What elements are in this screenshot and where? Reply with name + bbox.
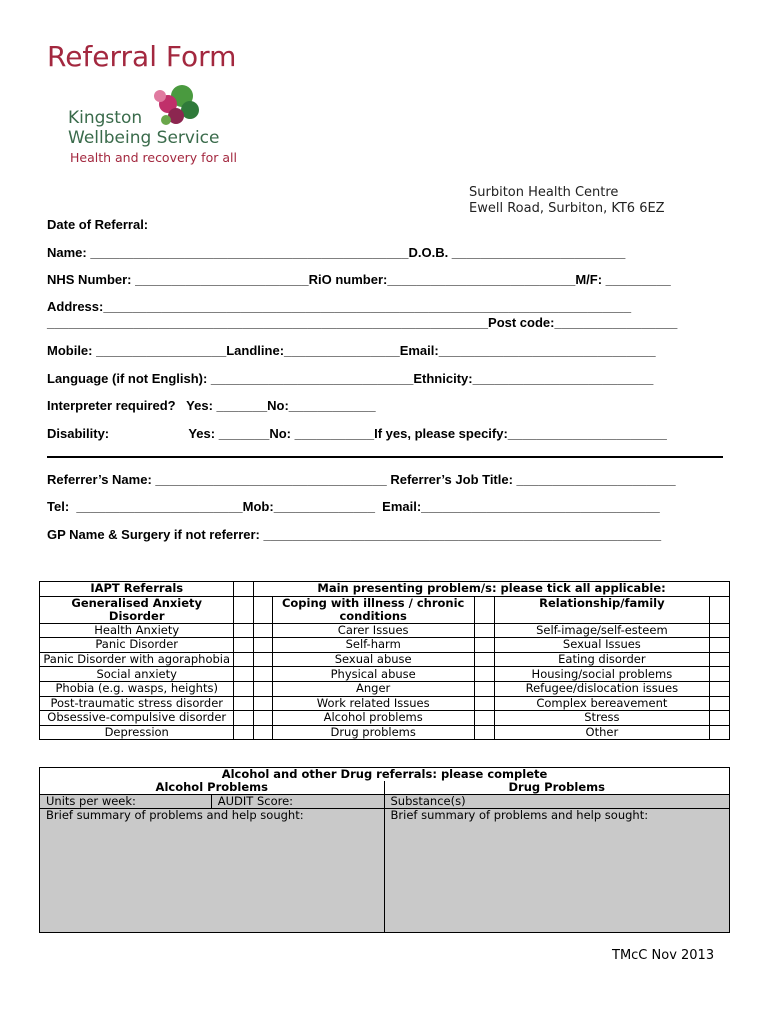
tick-box[interactable] — [474, 681, 494, 696]
logo-tagline: Health and recovery for all — [70, 150, 237, 165]
table-row — [40, 696, 730, 711]
tick-box[interactable] — [234, 696, 254, 711]
tick-box[interactable] — [474, 623, 494, 638]
section-divider — [47, 456, 723, 458]
iapt-condition: Social anxiety — [40, 667, 234, 682]
tick-box[interactable] — [474, 652, 494, 667]
relationship-condition: Stress — [494, 711, 710, 726]
alcohol-header: Alcohol Problems — [40, 781, 385, 795]
coping-condition: Drug problems — [272, 725, 474, 740]
tick-box[interactable] — [710, 696, 730, 711]
iapt-condition: Panic Disorder — [40, 638, 234, 653]
tel-mob-email-field[interactable]: Tel: _______________________Mob:______________ Email:_________________________________ — [47, 499, 660, 514]
logo — [64, 82, 264, 172]
mobile-landline-email-field[interactable]: Mobile: __________________Landline:________________Email:______________________________ — [47, 343, 656, 358]
tick-box[interactable] — [710, 725, 730, 740]
table-row — [40, 638, 730, 653]
iapt-condition: Panic Disorder with agoraphobia — [40, 652, 234, 667]
tick-box[interactable] — [474, 638, 494, 653]
coping-condition: Work related Issues — [272, 696, 474, 711]
tick-box[interactable] — [234, 681, 254, 696]
relationship-condition: Self-image/self-esteem — [494, 623, 710, 638]
coping-condition: Carer Issues — [272, 623, 474, 638]
relationship-condition: Sexual Issues — [494, 638, 710, 653]
coping-condition: Self-harm — [272, 638, 474, 653]
table-row — [40, 623, 730, 638]
address-field[interactable]: Address:_________________________________________________________________________ — [47, 299, 632, 314]
tick-box[interactable] — [710, 652, 730, 667]
flower-logo-icon — [146, 82, 206, 132]
iapt-condition: Health Anxiety — [40, 623, 234, 638]
address-line-2: Ewell Road, Surbiton, KT6 6EZ — [469, 201, 665, 216]
logo-line-1: Kingston — [68, 108, 143, 128]
iapt-referrals-table — [39, 581, 730, 740]
coping-condition: Alcohol problems — [272, 711, 474, 726]
drug-summary-field[interactable]: Brief summary of problems and help sought: — [384, 809, 730, 933]
relationship-condition: Other — [494, 725, 710, 740]
iapt-condition: Post-traumatic stress disorder — [40, 696, 234, 711]
spacer-cell — [254, 711, 272, 726]
tick-box[interactable] — [710, 667, 730, 682]
tick-box[interactable] — [474, 667, 494, 682]
relationship-header: Relationship/family — [494, 596, 710, 623]
clinic-address — [469, 185, 665, 217]
coping-condition: Anger — [272, 681, 474, 696]
tick-box[interactable] — [710, 681, 730, 696]
tick-box[interactable] — [234, 652, 254, 667]
tick-box[interactable] — [474, 711, 494, 726]
table-row — [40, 711, 730, 726]
tick-box[interactable] — [234, 667, 254, 682]
tick-box[interactable] — [234, 623, 254, 638]
relationship-condition: Housing/social problems — [494, 667, 710, 682]
spacer-cell — [254, 725, 272, 740]
drug-referrals-table — [39, 767, 730, 933]
table-row — [40, 667, 730, 682]
spacer-cell — [254, 681, 272, 696]
tick-box[interactable] — [474, 696, 494, 711]
disability-field[interactable]: Disability: Yes: _______No: ___________If yes, please specify:______________________ — [47, 426, 667, 441]
table-row — [40, 681, 730, 696]
alcohol-summary-field[interactable]: Brief summary of problems and help sought: — [40, 809, 385, 933]
postcode-field[interactable]: _____________________________________________________________Post code:_________________ — [47, 315, 678, 330]
spacer-cell — [254, 638, 272, 653]
table-row — [40, 725, 730, 740]
gp-surgery-field[interactable]: GP Name & Surgery if not referrer: _______________________________________________________ — [47, 527, 662, 542]
drug-table-title: Alcohol and other Drug referrals: please complete — [40, 768, 730, 782]
coping-header: Coping with illness / chronic conditions — [272, 596, 474, 623]
relationship-condition: Eating disorder — [494, 652, 710, 667]
tick-box[interactable] — [234, 711, 254, 726]
main-presenting-header: Main presenting problem/s: please tick all applicable: — [254, 582, 730, 597]
units-per-week-field[interactable]: Units per week: — [40, 795, 212, 809]
name-dob-field[interactable]: Name: ____________________________________________D.O.B. ________________________ — [47, 245, 626, 260]
referrer-field[interactable]: Referrer’s Name: ________________________________ Referrer’s Job Title: ______________________ — [47, 472, 676, 487]
interpreter-field[interactable]: Interpreter required? Yes: _______No:____________ — [47, 398, 376, 413]
table-row — [40, 652, 730, 667]
spacer-cell — [254, 667, 272, 682]
footer-reference: TMcC Nov 2013 — [612, 948, 715, 963]
address-line-1: Surbiton Health Centre — [469, 185, 619, 200]
relationship-condition: Refugee/dislocation issues — [494, 681, 710, 696]
tick-box[interactable] — [710, 596, 730, 623]
tick-box[interactable] — [710, 623, 730, 638]
relationship-condition: Complex bereavement — [494, 696, 710, 711]
spacer-cell — [254, 652, 272, 667]
iapt-condition: Phobia (e.g. wasps, heights) — [40, 681, 234, 696]
iapt-condition: Obsessive-compulsive disorder — [40, 711, 234, 726]
page-title: Referral Form — [47, 40, 237, 73]
spacer-cell — [254, 696, 272, 711]
spacer-cell — [254, 623, 272, 638]
nhs-rio-field[interactable]: NHS Number: ________________________RiO number:__________________________M/F: _________ — [47, 272, 671, 287]
date-of-referral-field[interactable]: Date of Referral: — [47, 217, 149, 232]
iapt-header: IAPT Referrals — [40, 582, 234, 597]
drug-header: Drug Problems — [384, 781, 730, 795]
tick-box[interactable] — [710, 638, 730, 653]
gad-header: Generalised Anxiety Disorder — [40, 596, 234, 623]
tick-box[interactable] — [710, 711, 730, 726]
tick-box[interactable] — [234, 596, 254, 623]
coping-condition: Physical abuse — [272, 667, 474, 682]
coping-condition: Sexual abuse — [272, 652, 474, 667]
language-ethnicity-field[interactable]: Language (if not English): ____________________________Ethnicity:_________________________ — [47, 371, 654, 386]
audit-score-field[interactable]: AUDIT Score: — [211, 795, 384, 809]
tick-box[interactable] — [234, 638, 254, 653]
tick-box[interactable] — [474, 725, 494, 740]
tick-box[interactable] — [234, 725, 254, 740]
iapt-condition: Depression — [40, 725, 234, 740]
substance-field[interactable]: Substance(s) — [384, 795, 730, 809]
logo-line-2: Wellbeing Service — [68, 128, 220, 148]
